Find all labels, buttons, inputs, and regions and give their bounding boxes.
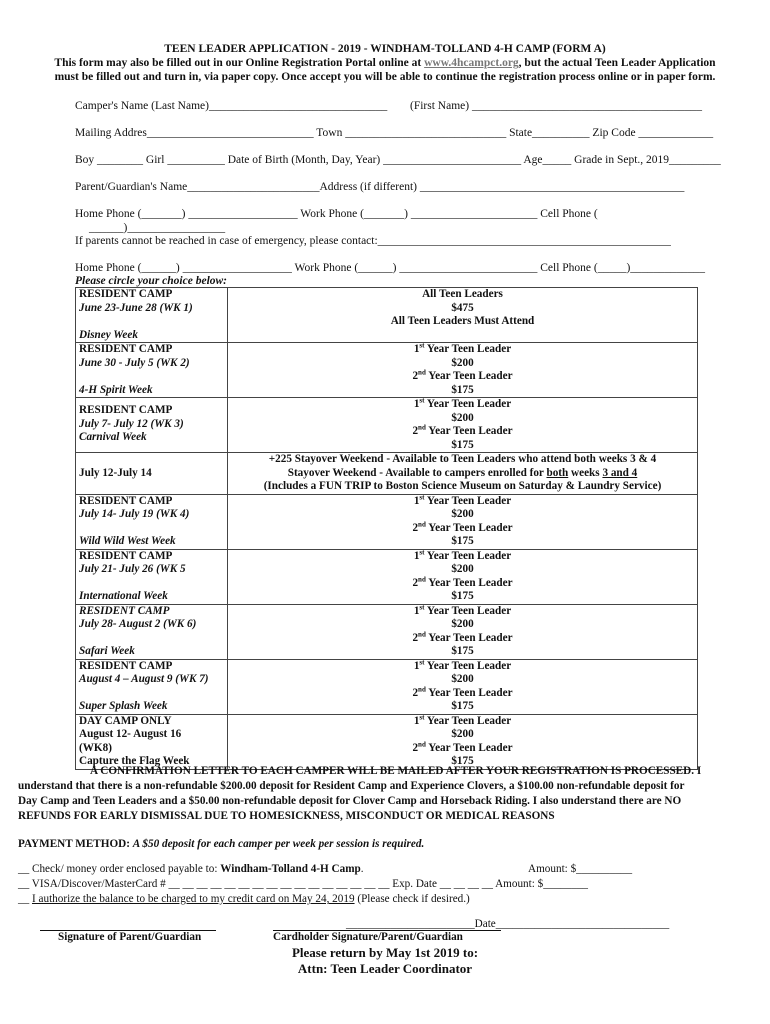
return-line-1: Please return by May 1st 2019 to:	[291, 945, 479, 960]
week-cell	[76, 453, 228, 495]
text-line: .	[360, 863, 364, 875]
text-line: RESIDENT CAMP	[79, 659, 173, 672]
text-line: July 14- July 19 (WK 4)	[79, 508, 190, 520]
price-cell	[228, 604, 698, 659]
emergency-contact-field[interactable]: If parents cannot be reached in case of emergency, please contact:___________________________________________________	[75, 235, 671, 247]
form-title: TEEN LEADER APPLICATION - 2019 - WINDHAM-TOLLAND 4-H CAMP (FORM A)	[164, 43, 606, 55]
table-row[interactable]	[76, 343, 698, 398]
text-line: 2nd Year Teen Leader	[412, 684, 513, 699]
camper-name-field[interactable]: Camper's Name (Last Name)_______________________________	[75, 100, 388, 112]
text-line: Super Splash Week	[79, 700, 168, 712]
price-cell	[228, 288, 698, 343]
table-row[interactable]	[76, 494, 698, 549]
text-line: August 12- August 16	[79, 728, 182, 740]
table-row[interactable]	[76, 659, 698, 714]
text-line: 1st Year Teen Leader	[413, 547, 512, 562]
text-line: $200	[451, 356, 474, 369]
text-line: 2nd Year Teen Leader	[412, 629, 513, 644]
text-line: Disney Week	[79, 328, 138, 341]
text-line: $175	[451, 645, 474, 657]
payment-method	[18, 838, 424, 850]
week-cell	[76, 398, 228, 453]
authorize-option[interactable]	[18, 893, 470, 905]
text-line: RESIDENT CAMP	[79, 404, 173, 416]
price-cell	[228, 453, 698, 495]
week-cell	[76, 604, 228, 659]
week-cell	[76, 714, 228, 769]
text-line: 1st Year Teen Leader	[413, 341, 512, 355]
parent-address-field[interactable]: Parent/Guardian's Name_______________________Address (if different) ______________________________________________	[75, 181, 685, 193]
payee-name: Windham-Tolland 4-H Camp	[220, 863, 361, 875]
payment-note: A $50 deposit for each camper per week per session is required.	[132, 838, 425, 850]
text-line: __ Check/ money order enclosed payable to:	[18, 863, 221, 875]
text-line: $200	[451, 508, 474, 520]
header-line-3: must be filled out and turn in, via paper copy. Once accept you will be able to continue the registration process online or in paper form.	[54, 71, 716, 83]
boy-girl-dob-field[interactable]: Boy ________ Girl __________ Date of Birth (Month, Day, Year) ________________________ Age_____ Grade in Sept., 2019_________	[75, 154, 721, 166]
mailing-address-field[interactable]: Mailing Addres_____________________________ Town ____________________________ State__________ Zip Code _____________	[75, 127, 714, 139]
text-line: 1st Year Teen Leader	[413, 657, 512, 672]
text-line: 2nd Year Teen Leader	[412, 423, 513, 437]
text-line: 1st Year Teen Leader	[413, 602, 512, 617]
text-line: Carnival Week	[79, 431, 147, 443]
text-line: __	[18, 893, 32, 905]
notice-line-1: A CONFIRMATION LETTER TO EACH CAMPER WILL BE MAILED AFTER YOUR REGISTRATION IS PROCESSED. I	[90, 765, 702, 777]
text-line: 2nd Year Teen Leader	[412, 368, 513, 382]
phone-row-2[interactable]: Home Phone (______) ___________________ Work Phone (______) ________________________ Cell Phone (_____)_____________	[75, 262, 706, 274]
text-line: August 4 – August 9 (WK 7)	[79, 673, 209, 685]
circle-instruction: Please circle your choice below:	[75, 275, 228, 287]
amount-field-1[interactable]: Amount: $__________	[528, 863, 633, 875]
phone-row-1[interactable]: Home Phone (_______) ___________________ Work Phone (_______) ______________________ Cell Phone (	[75, 208, 598, 220]
text-line: Safari Week	[79, 645, 135, 657]
text-line: $175	[451, 590, 474, 602]
notice-line-2: understand that there is a non-refundable $200.00 deposit for Resident Camp and Experience Clovers, a $100.00 non-refundable deposit for	[18, 780, 685, 792]
text-line: $175	[451, 383, 474, 396]
text-line: $200	[451, 618, 474, 630]
first-name-field[interactable]: (First Name) ________________________________________	[410, 100, 702, 112]
website-link[interactable]: www.4hcampct.org	[424, 57, 519, 69]
text-line: Capture the Flag Week	[79, 755, 190, 767]
week-cell	[76, 288, 228, 343]
text-line: All Teen Leaders Must Attend	[390, 315, 535, 327]
header-line-2a: This form may also be filled out in our Online Registration Portal online at	[54, 57, 425, 69]
text-line: 4-H Spirit Week	[79, 383, 153, 396]
date-field[interactable]: _______________________Date_______________________________	[346, 918, 670, 930]
parent-signature-label: Signature of Parent/Guardian	[58, 931, 202, 943]
price-cell	[228, 494, 698, 549]
text-line: $175	[451, 755, 474, 767]
text-line: RESIDENT CAMP	[79, 494, 173, 507]
cardholder-signature-label: Cardholder Signature/Parent/Guardian	[273, 931, 463, 943]
text-line: 2nd Year Teen Leader	[412, 739, 513, 754]
text-line: RESIDENT CAMP	[79, 343, 173, 355]
text-line: 1st Year Teen Leader	[413, 492, 512, 507]
text-line: $200	[451, 728, 474, 740]
text-line: June 23-June 28 (WK 1)	[79, 301, 193, 314]
text-line: $175	[451, 438, 474, 451]
payment-label: PAYMENT METHOD:	[18, 838, 130, 850]
text-line: $475	[451, 301, 474, 314]
text-line: $200	[451, 673, 474, 685]
stayover-line-2: Stayover Weekend - Available to campers enrolled for both weeks 3 and 4	[287, 466, 638, 479]
text-line: RESIDENT CAMP	[79, 604, 170, 617]
text-line: $200	[451, 563, 474, 575]
header-line-2b: , but the actual Teen Leader Application	[518, 57, 716, 69]
week-cell	[76, 659, 228, 714]
authorize-text: I authorize the balance to be charged to my credit card on May 24, 2019	[31, 893, 355, 905]
text-line: RESIDENT CAMP	[79, 549, 173, 562]
text-line: RESIDENT CAMP	[79, 288, 173, 300]
week-cell	[76, 343, 228, 398]
text-line: $175	[451, 700, 474, 712]
price-cell	[228, 398, 698, 453]
table-row[interactable]	[76, 714, 698, 769]
text-line: 1st Year Teen Leader	[413, 396, 512, 410]
check-option[interactable]	[18, 863, 364, 875]
table-row[interactable]	[76, 604, 698, 659]
text-line: All Teen Leaders	[422, 288, 503, 300]
text-line: (Please check if desired.)	[354, 893, 470, 905]
text-line: 2nd Year Teen Leader	[412, 519, 513, 534]
price-cell	[228, 549, 698, 604]
text-line: July 12-July 14	[79, 466, 152, 479]
text-line: (WK8)	[79, 741, 112, 754]
text-line: +225 Stayover Weekend - Available to Teen Leaders who attend both weeks 3 & 4	[268, 453, 657, 465]
text-line: $200	[451, 411, 474, 424]
text-line: Wild Wild West Week	[79, 535, 176, 547]
price-cell	[228, 343, 698, 398]
return-line-2: Attn: Teen Leader Coordinator	[297, 961, 473, 976]
text-line: July 21- July 26 (WK 5	[79, 563, 186, 575]
text-line: 1st Year Teen Leader	[413, 712, 512, 727]
text-line: $175	[451, 535, 474, 547]
text-line: (Includes a FUN TRIP to Boston Science Museum on Saturday & Laundry Service)	[263, 480, 662, 492]
table-row[interactable]	[76, 288, 698, 343]
table-row[interactable]	[76, 398, 698, 453]
notice-line-3: Day Camp and Teen Leaders and a $50.00 non-refundable deposit for Clover Camp and Horseback Riding. I also understand there are NO	[18, 795, 682, 807]
price-cell	[228, 714, 698, 769]
card-option[interactable]: __ VISA/Discover/MasterCard # __ __ __ __ __ __ __ __ __ __ __ __ __ __ __ __ Exp. Date __ __ __ __ Amount: $________	[18, 878, 589, 890]
table-row[interactable]	[76, 549, 698, 604]
text-line: International Week	[79, 590, 168, 602]
schedule-table	[75, 287, 698, 770]
week-cell	[76, 494, 228, 549]
phone-row-1-cont[interactable]: ______)_________________	[89, 222, 226, 234]
price-cell	[228, 659, 698, 714]
notice-line-4: REFUNDS FOR EARLY DISMISSAL DUE TO HOMESICKNESS, MISCONDUCT OR MEDICAL REASONS	[18, 810, 555, 822]
table-row[interactable]	[76, 453, 698, 495]
text-line: 2nd Year Teen Leader	[412, 574, 513, 589]
text-line: DAY CAMP ONLY	[79, 714, 172, 727]
week-cell	[76, 549, 228, 604]
text-line: July 28- August 2 (WK 6)	[79, 618, 197, 630]
header-line-2	[0, 57, 770, 69]
text-line: June 30 - July 5 (WK 2)	[79, 356, 190, 369]
text-line: July 7- July 12 (WK 3)	[79, 417, 184, 430]
